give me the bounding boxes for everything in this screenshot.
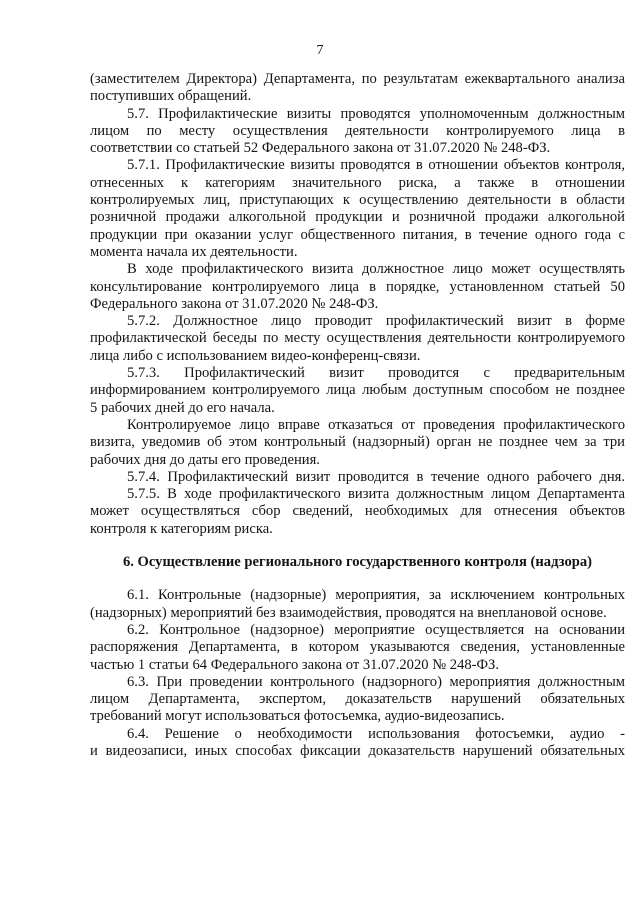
text-line: поступивших обращений. [90, 88, 252, 105]
text-line: Контролируемое лицо вправе отказаться от проведения профилактического [127, 416, 625, 433]
text-line: 5.7.4. Профилактический визит проводится в течение одного рабочего дня. [127, 468, 625, 485]
text-line: 5.7.1. Профилактические визиты проводятся в отношении объектов контроля, [127, 157, 625, 174]
text-line: 5 рабочих дней до его начала. [90, 399, 275, 416]
text-line: лицом Департамента, экспертом, доказательств нарушений обязательных [90, 691, 625, 708]
text-line: соответствии со статьей 52 Федерального закона от 31.07.2020 № 248-ФЗ. [90, 140, 551, 157]
paragraph-consultation [90, 261, 625, 313]
text-line: информированием контролируемого лица любым доступным способом не позднее [90, 382, 625, 399]
text-line: момента начала их деятельности. [90, 243, 298, 260]
paragraph-6-1 [90, 587, 625, 622]
text-line: 6.1. Контрольные (надзорные) мероприятия, за исключением контрольных [127, 587, 625, 604]
paragraph-5-7-5 [90, 486, 625, 538]
document-body [90, 71, 625, 760]
text-line: (заместителем Директора) Департамента, по результатам ежеквартального анализа [90, 71, 625, 87]
text-line: консультирование контролируемого лица в порядке, установленном статьей 50 [90, 278, 625, 295]
paragraph-5-7-2 [90, 313, 625, 365]
text-line: 5.7.5. В ходе профилактического визита должностным лицом Департамента [127, 486, 625, 503]
paragraph-5-7 [90, 106, 625, 158]
text-line: может осуществляться сбор сведений, необходимых для отнесения объектов [90, 503, 625, 520]
paragraph-6-4 [90, 726, 625, 761]
paragraph-continuation [90, 71, 625, 106]
text-line: 5.7. Профилактические визиты проводятся уполномоченным должностным [127, 105, 625, 122]
paragraph-5-7-4 [90, 469, 625, 486]
text-line: контролируемых лиц, приступающих к осуществлению деятельности в области [90, 192, 625, 209]
text-line: розничной продажи алкогольной продукции и розничной продажи алкогольной [90, 209, 625, 226]
text-line: В ходе профилактического визита должностное лицо может осуществлять [127, 261, 625, 278]
paragraph-6-3 [90, 674, 625, 726]
text-line: визита, уведомив об этом контрольный (надзорный) орган не позднее чем за три [90, 434, 625, 451]
text-line: 5.7.3. Профилактический визит проводится с предварительным [127, 365, 625, 382]
text-line: продукции при оказании услуг общественного питания, в течение одного года с [90, 226, 625, 243]
text-line: (надзорных) мероприятий без взаимодействия, проводятся на внеплановой основе. [90, 604, 607, 621]
text-line: частью 1 статьи 64 Федерального закона от 31.07.2020 № 248-ФЗ. [90, 656, 500, 673]
text-line: распоряжения Департамента, в котором указываются сведения, установленные [90, 639, 625, 656]
paragraph-5-7-3 [90, 365, 625, 417]
text-line: 6.3. При проведении контрольного (надзорного) мероприятия должностным [127, 673, 625, 690]
text-line: Федерального закона от 31.07.2020 № 248-ФЗ. [90, 295, 379, 312]
text-line: лицом по месту осуществления деятельности контролируемого лица в [90, 122, 625, 139]
section-6-heading: 6. Осуществление регионального государственного контроля (надзора) [122, 554, 593, 571]
text-line: 5.7.2. Должностное лицо проводит профилактический визит в форме [127, 313, 625, 330]
text-line: отнесенных к категориям значительного риска, а также в отношении [90, 174, 625, 191]
paragraph-5-7-1 [90, 157, 625, 261]
text-line: 6.2. Контрольное (надзорное) мероприятие осуществляется на основании [127, 621, 625, 638]
text-line: профилактической беседы по месту осуществления деятельности контролируемого [90, 330, 625, 347]
text-line: лица либо с использованием видео-конференц-связи. [90, 347, 421, 364]
text-line: контроля к категориям риска. [90, 520, 273, 537]
page-number: 7 [316, 43, 324, 58]
paragraph-refusal [90, 417, 625, 469]
text-line: 6.4. Решение о необходимости использования фотосъемки, аудио - [127, 725, 625, 742]
text-line: рабочих дня до даты его проведения. [90, 451, 320, 468]
text-line: требований могут использоваться фотосъемка, аудио-видеозапись. [90, 708, 505, 725]
paragraph-6-2 [90, 622, 625, 674]
text-line: и видеозаписи, иных способах фиксации доказательств нарушений обязательных [90, 742, 625, 759]
